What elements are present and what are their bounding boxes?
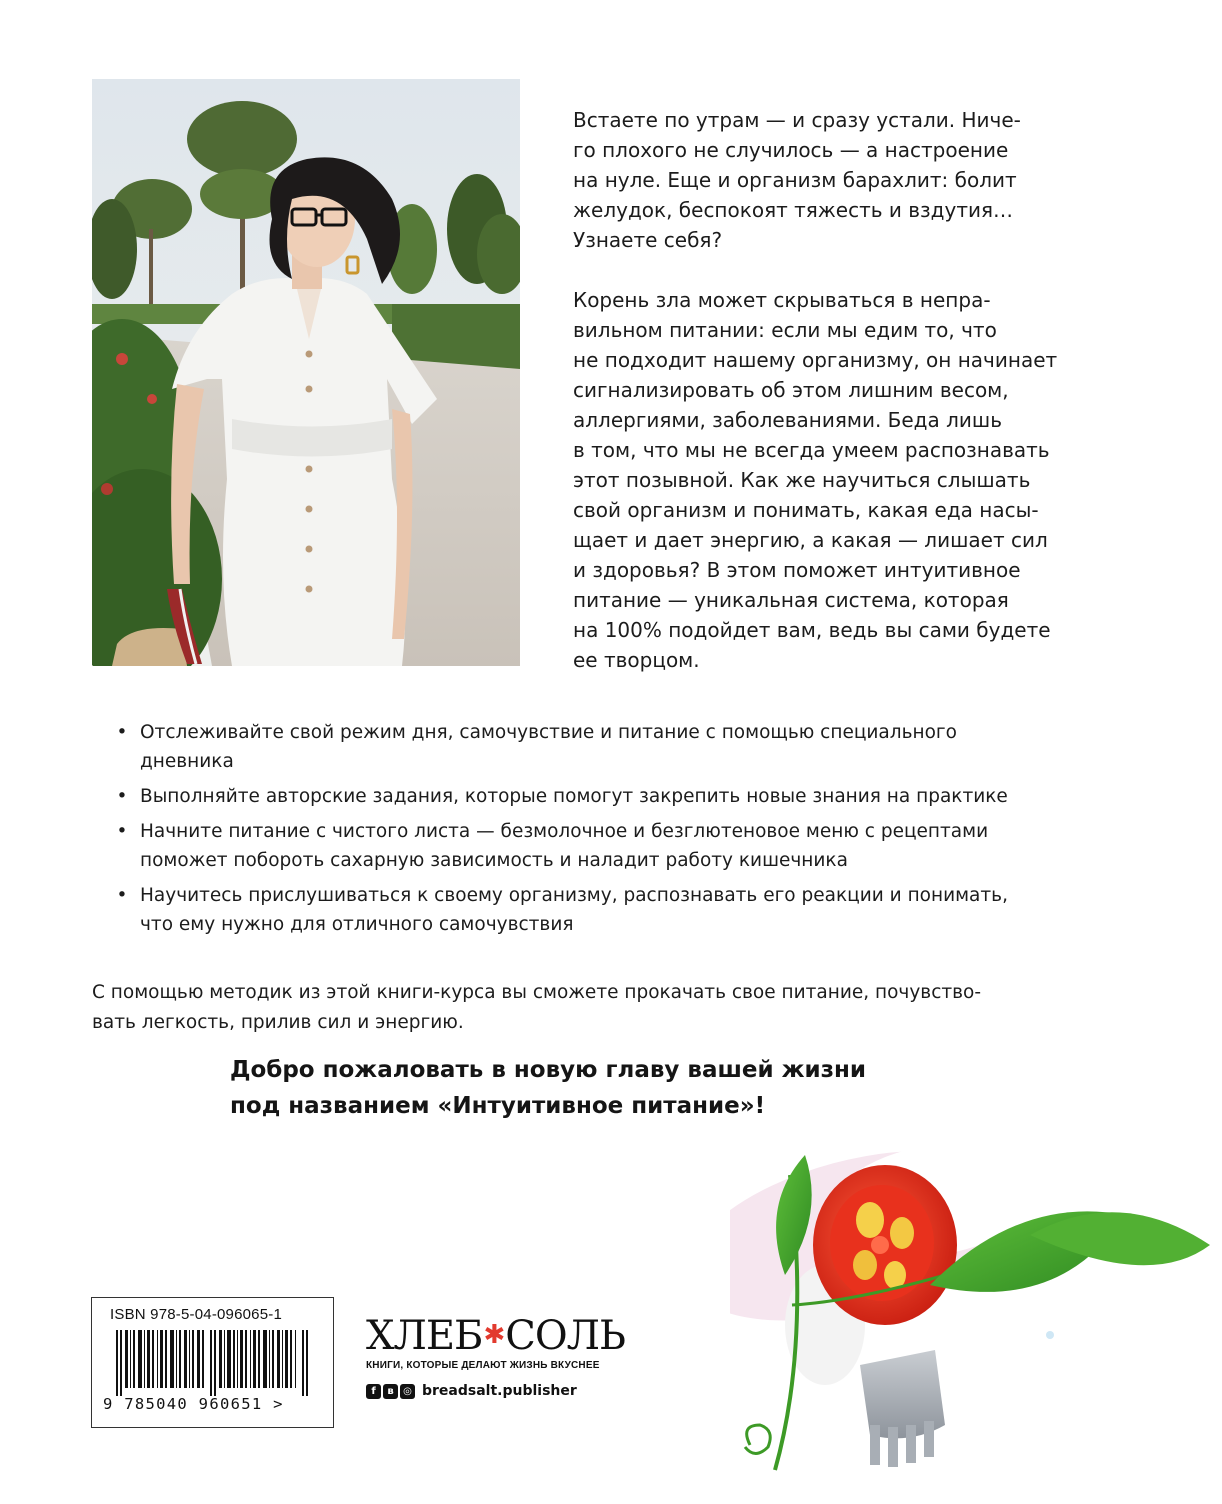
text-line: Корень зла может скрываться в непра- bbox=[573, 288, 991, 312]
logo-word-left: ХЛЕБ bbox=[366, 1313, 483, 1359]
social-links bbox=[366, 1383, 606, 1399]
text-line: и здоровья? В этом поможет интуитивное bbox=[573, 558, 1021, 582]
publisher-handle[interactable]: breadsalt.publisher bbox=[422, 1383, 577, 1399]
text-line: Научитесь прислушиваться к своему организму, распознавать его реакции и понимать, bbox=[140, 885, 1008, 906]
feature-list bbox=[116, 718, 1126, 945]
closing-paragraph bbox=[92, 978, 1132, 1038]
text-line: Добро пожаловать в новую главу вашей жизни bbox=[230, 1057, 867, 1083]
vk-icon[interactable]: в bbox=[383, 1384, 398, 1399]
facebook-icon[interactable]: f bbox=[366, 1384, 381, 1399]
logo-star-icon: ✱ bbox=[483, 1320, 505, 1350]
text-line: го плохого не случилось — а настроение bbox=[573, 138, 1009, 162]
logo-wordmark bbox=[366, 1313, 625, 1359]
text-line: Выполняйте авторские задания, которые помогут закрепить новые знания на практике bbox=[140, 786, 1008, 807]
text-line: С помощью методик из этой книги-курса вы сможете прокачать свое питание, почувство- bbox=[92, 982, 982, 1003]
text-line: вать легкость, прилив сил и энергию. bbox=[92, 1012, 464, 1033]
list-item bbox=[116, 881, 1126, 939]
list-item bbox=[116, 817, 1126, 875]
text-line: не подходит нашему организму, он начинает bbox=[573, 348, 1058, 372]
text-line: ее творцом. bbox=[573, 648, 700, 672]
intro-text bbox=[573, 105, 1093, 675]
text-line: Узнаете себя? bbox=[573, 228, 723, 252]
isbn-number: ISBN 978-5-04-096065-1 bbox=[110, 1306, 283, 1323]
list-item bbox=[116, 718, 1126, 776]
text-line: сигнализировать об этом лишним весом, bbox=[573, 378, 1009, 402]
text-line: щает и дает энергию, а какая — лишает сил bbox=[573, 528, 1048, 552]
text-line: Начните питание с чистого листа — безмолочное и безглютеновое меню с рецептами bbox=[140, 821, 989, 842]
logo-word-right: СОЛЬ bbox=[505, 1313, 625, 1359]
tomato-fork-illustration bbox=[730, 1125, 1222, 1500]
author-photo bbox=[92, 79, 520, 666]
list-item bbox=[116, 782, 1126, 811]
text-line: в том, что мы не всегда умеем распознавать bbox=[573, 438, 1050, 462]
intro-paragraph-2 bbox=[573, 285, 1093, 675]
ean-digits: 9 785040 960651 > bbox=[103, 1395, 284, 1413]
text-line: поможет побороть сахарную зависимость и наладит работу кишечника bbox=[140, 850, 848, 871]
text-line: аллергиями, заболеваниями. Беда лишь bbox=[573, 408, 1002, 432]
intro-paragraph-1 bbox=[573, 105, 1093, 255]
text-line: питание — уникальная система, которая bbox=[573, 588, 1009, 612]
welcome-heading bbox=[230, 1052, 1030, 1124]
text-line: под названием «Интуитивное питание»! bbox=[230, 1093, 766, 1119]
bullet-marker: • bbox=[116, 885, 128, 906]
text-line: свой организм и понимать, какая еда насы- bbox=[573, 498, 1039, 522]
bullet-marker: • bbox=[116, 722, 128, 743]
text-line: этот позывной. Как же научиться слышать bbox=[573, 468, 1031, 492]
publisher-tagline: КНИГИ, КОТОРЫЕ ДЕЛАЮТ ЖИЗНЬ ВКУСНЕЕ bbox=[366, 1360, 600, 1371]
bullet-marker: • bbox=[116, 821, 128, 842]
text-line: на нуле. Еще и организм барахлит: болит bbox=[573, 168, 1017, 192]
text-line: вильном питании: если мы едим то, что bbox=[573, 318, 997, 342]
text-line: дневника bbox=[140, 751, 234, 772]
text-line: желудок, беспокоят тяжесть и вздутия… bbox=[573, 198, 1014, 222]
instagram-icon[interactable]: ◎ bbox=[400, 1384, 415, 1399]
barcode bbox=[91, 1297, 334, 1428]
text-line: на 100% подойдет вам, ведь вы сами будете bbox=[573, 618, 1051, 642]
barcode-bars-icon bbox=[116, 1330, 316, 1396]
bullet-marker: • bbox=[116, 786, 128, 807]
text-line: Отслеживайте свой режим дня, самочувствие и питание с помощью специального bbox=[140, 722, 957, 743]
text-line: Встаете по утрам — и сразу устали. Ниче- bbox=[573, 108, 1021, 132]
publisher-logo bbox=[366, 1313, 625, 1399]
text-line: что ему нужно для отличного самочувствия bbox=[140, 914, 574, 935]
